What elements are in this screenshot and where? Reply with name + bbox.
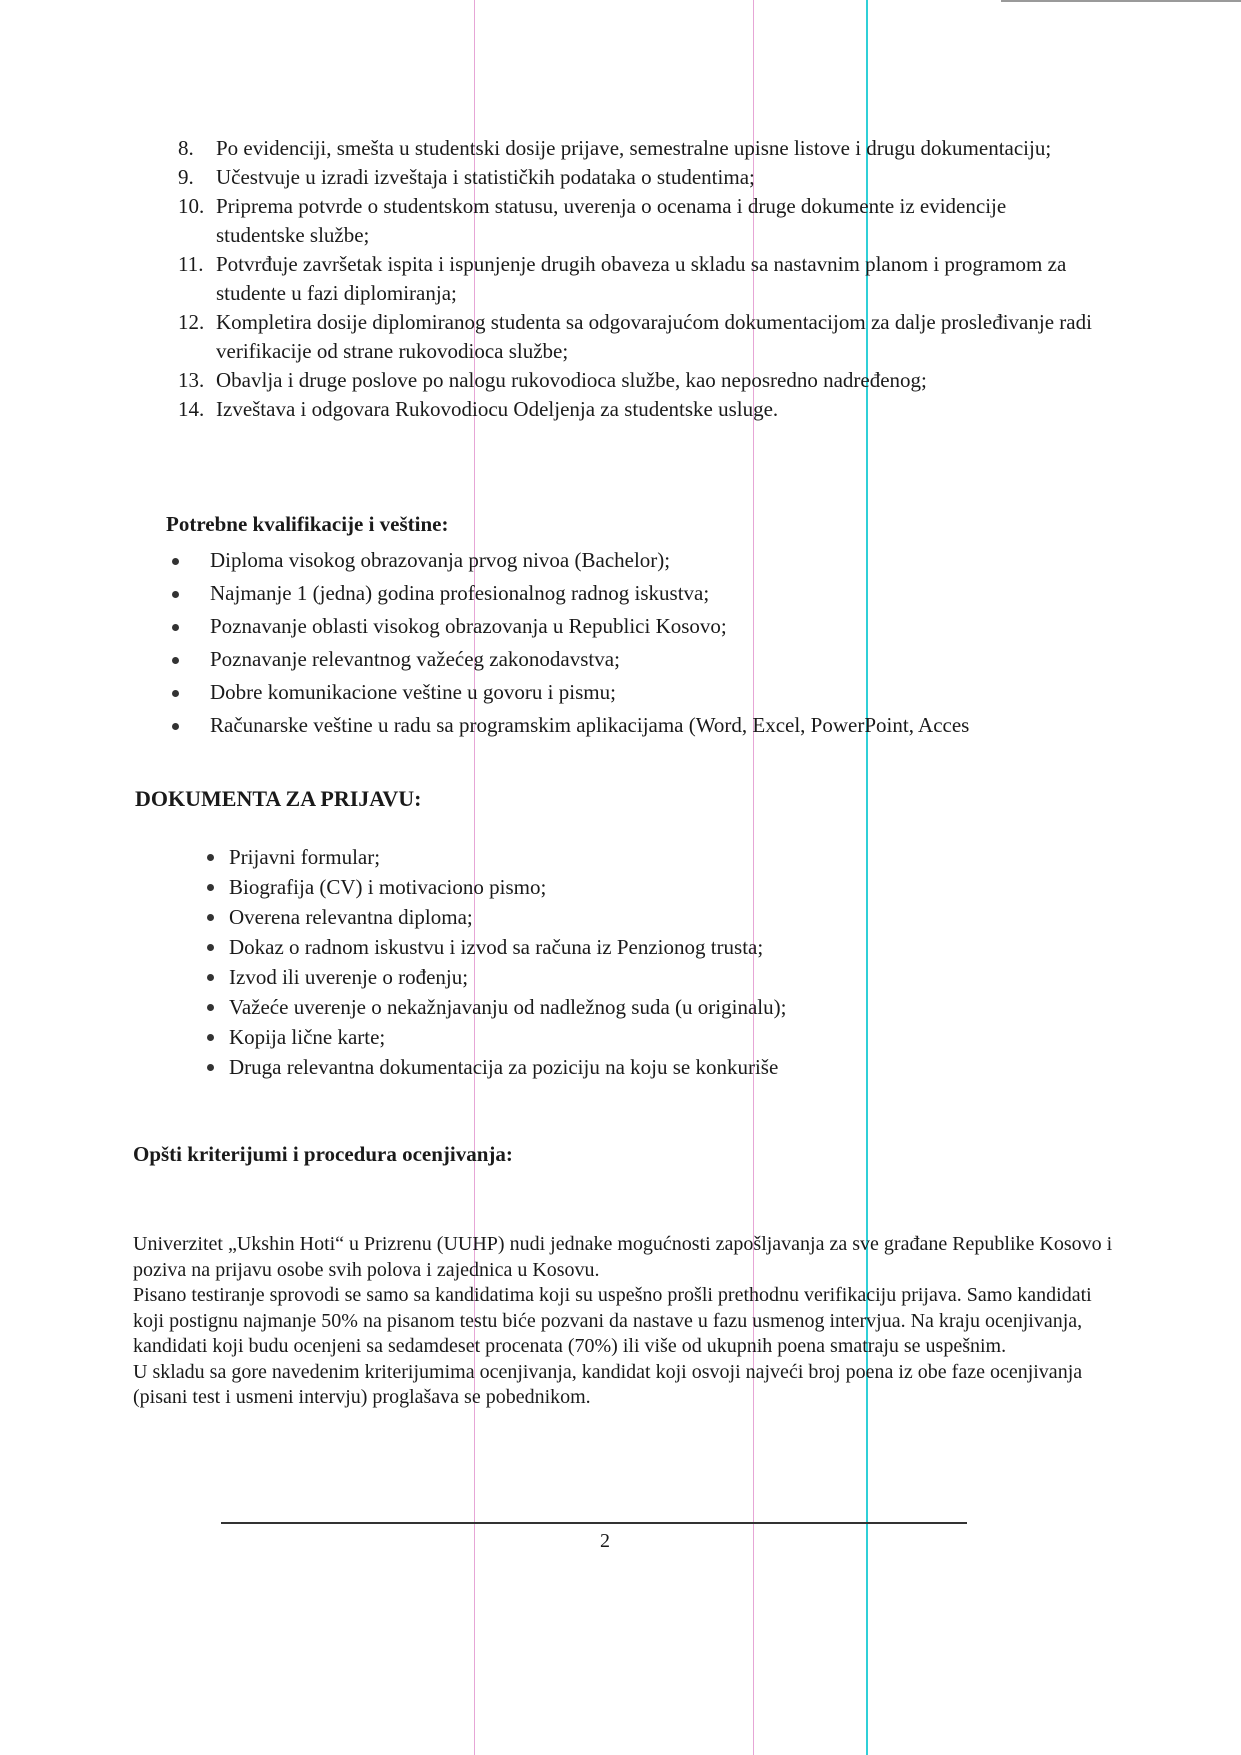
list-item: Dokaz o radnom iskustvu i izvod sa računa iz Penzionog trusta; bbox=[205, 932, 1105, 962]
paragraph: Univerzitet „Ukshin Hoti“ u Prizrenu (UUHP) nudi jednake mogućnosti zapošljavanja za sve građane Republike Kosovo i poziva na prijavu osobe svih polova i zajednica u Kosovu. bbox=[133, 1233, 1113, 1281]
paragraph: Pisano testiranje sprovodi se samo sa kandidatima koji su uspešno prošli prethodnu verifikaciju prijava. Samo kandidati koji postignu najmanje 50% na pisanom testu biće pozvani da nastave u fazu usmenog intervjua. Na kraju ocenjivanja, kandidati koji budu ocenjeni sa sedamdeset procenata (70%) ili više od ukupnih poena smatraju se uspešnim. bbox=[133, 1284, 1092, 1357]
criteria-text bbox=[133, 1232, 1113, 1411]
scan-edge-line bbox=[1001, 0, 1241, 2]
list-item: Izvod ili uverenje o rođenju; bbox=[205, 962, 1105, 992]
list-item: 13. Obavlja i druge poslove po nalogu rukovodioca službe, kao neposredno nadređenog; bbox=[178, 368, 927, 392]
list-item: Kopija lične karte; bbox=[205, 1022, 1105, 1052]
list-item: Dobre komunikacione veštine u govoru i pismu; bbox=[170, 676, 1150, 709]
list-item: Važeće uverenje o nekažnjavanju od nadležnog suda (u originalu); bbox=[205, 992, 1105, 1022]
list-item: 11. Potvrđuje završetak ispita i ispunjenje drugih obaveza u skladu sa nastavnim planom i programom za studente u fazi diplomiranja; bbox=[178, 252, 1067, 305]
list-item: Druga relevantna dokumentacija za poziciju na koju se konkuriše bbox=[205, 1052, 1105, 1082]
duties-list bbox=[178, 134, 1100, 424]
list-item: Najmanje 1 (jedna) godina profesionalnog radnog iskustva; bbox=[170, 577, 1150, 610]
list-item: Diploma visokog obrazovanja prvog nivoa (Bachelor); bbox=[170, 544, 1150, 577]
list-item: Računarske veštine u radu sa programskim aplikacijama (Word, Excel, PowerPoint, Acces bbox=[170, 709, 1150, 742]
list-item: Prijavni formular; bbox=[205, 842, 1105, 872]
list-item: Overena relevantna diploma; bbox=[205, 902, 1105, 932]
footer-divider bbox=[221, 1522, 967, 1524]
paragraph: U skladu sa gore navedenim kriterijumima ocenjivanja, kandidat koji osvoji najveći broj poena iz obe faze ocenjivanja (pisani test i usmeni intervju) proglašava se pobednikom. bbox=[133, 1360, 1083, 1408]
list-item: 8. Po evidenciji, smešta u studentski dosije prijave, semestralne upisne listove i drugu dokumentaciju; bbox=[178, 136, 1052, 160]
documents-list bbox=[205, 842, 1105, 1082]
list-item: Poznavanje relevantnog važećeg zakonodavstva; bbox=[170, 643, 1150, 676]
documents-heading: DOKUMENTA ZA PRIJAVU: bbox=[135, 786, 422, 811]
qualifications-heading: Potrebne kvalifikacije i veštine: bbox=[166, 512, 449, 536]
list-item: 10. Priprema potvrde o studentskom statusu, uverenja o ocenama i druge dokumente iz evidencije studentske službe; bbox=[178, 194, 1007, 247]
criteria-heading: Opšti kriterijumi i procedura ocenjivanja: bbox=[133, 1142, 513, 1166]
list-item: Biografija (CV) i motivaciono pismo; bbox=[205, 872, 1105, 902]
page-number: 2 bbox=[600, 1530, 610, 1552]
list-item: 12. Kompletira dosije diplomiranog studenta sa odgovarajućom dokumentacijom za dalje prosleđivanje radi verifikacije od strane rukovodioca službe; bbox=[178, 310, 1092, 363]
list-item: Poznavanje oblasti visokog obrazovanja u Republici Kosovo; bbox=[170, 610, 1150, 643]
qualifications-list bbox=[170, 544, 1150, 742]
list-item: 9. Učestvuje u izradi izveštaja i statističkih podataka o studentima; bbox=[178, 165, 755, 189]
list-item: 14. Izveštava i odgovara Rukovodiocu Odeljenja za studentske usluge. bbox=[178, 397, 779, 421]
